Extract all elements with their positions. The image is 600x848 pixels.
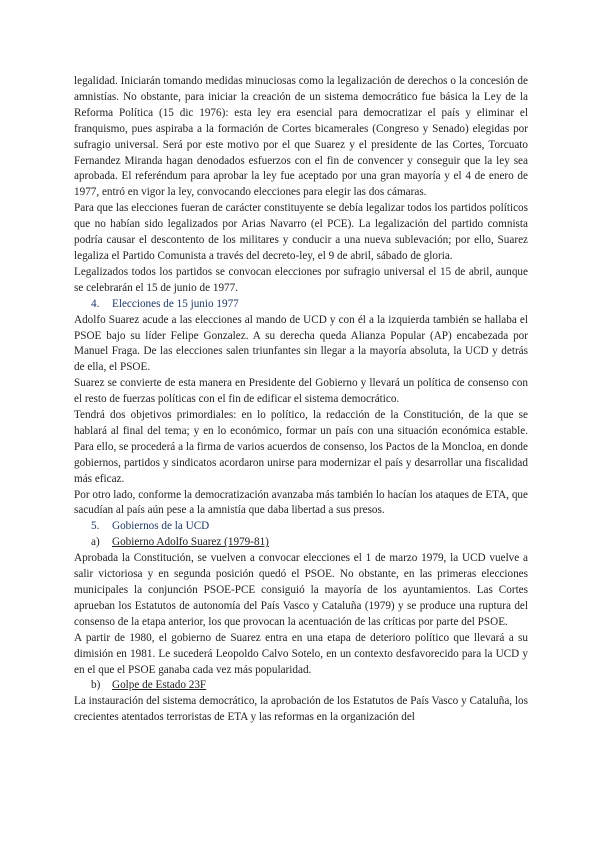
subsection-title: Golpe de Estado 23F [112,679,207,692]
subsection-title: Gobierno Adolfo Suarez (1979-81) [112,536,269,549]
body-paragraph: Adolfo Suarez acude a las elecciones al mando de UCD y con él a la izquierda también se hallaba el PSOE bajo su líder Felipe Gonzalez. A su derecha queda Alianza Popular (AP) encabezada por Manuel Fraga. De las elecciones salen triunfantes sin llegar a la mayoría absoluta, la UCD y detrás de ella, el PSOE. [74,313,528,374]
body-paragraph: legalidad. Iniciarán tomando medidas minuciosas como la legalización de derechos o la concesión de amnistías. No obstante, para iniciar la creación de un sistema democrático fue básica la Ley de la Reforma Política (15 dic 1976): esta ley era esencial para democratizar el país y eliminar el franquismo, pues aspiraba a la formación de Cortes bicamerales (Congreso y Senado) elegidas por sufragio universal. Será por este motivo por el que Suarez y el presidente de las Cortes, Torcuato Fernandez Miranda hagan denodados esfuerzos con el fin de convencer y conseguir que la ley sea aprobada. El referéndum para aprobar la ley fue aceptado por una gran mayoría y el 4 de enero de 1977, entró en vigor la ley, convocando elecciones para elegir las dos cámaras. [74,75,528,199]
body-paragraph: Tendrá dos objetivos primordiales: en lo político, la redacción de la Constitución, de la que se hablará al final del tema; y en lo económico, formar un país con una situación económica estable. Para ello, se procederá a la firma de varios acuerdos de consenso, los Pactos de la Moncloa, en donde gobiernos, partidos y sindicatos acordaron unirse para modernizar el país y desarrollar una fiscalidad más eficaz. [74,409,528,485]
subsection-letter: a) [91,536,100,549]
section-title: Elecciones de 15 junio 1977 [112,297,239,310]
body-paragraph: Por otro lado, conforme la democratización avanzaba más también lo hacían los ataques de ETA, que sacudían al país aún pese a la amnistía que daba libertad a sus presos. [74,488,528,517]
document-body [74,74,528,726]
section-number: 5. [91,520,100,533]
subsection-heading-gobierno-suarez [74,535,528,551]
body-paragraph: Legalizados todos los partidos se convocan elecciones por sufragio universal el 15 de abril, aunque se celebrarán el 15 de junio de 1977. [74,265,528,294]
section-number: 4. [91,297,100,310]
section-heading-elecciones [74,297,528,313]
body-paragraph: Aprobada la Constitución, se vuelven a convocar elecciones el 1 de marzo 1979, la UCD vuelve a salir victoriosa y en segunda posición quedó el PSOE. No obstante, en las primeras elecciones municipales la conjunción PSOE-PCE consiguió la mayoría de los ayuntamientos. Las Cortes aprueban los Estatutos de autonomía del País Vasco y Cataluña (1979) y se produce una ruptura del consenso de la etapa anterior, los que provocan la acentuación de las críticas por parte del PSOE. [74,552,528,628]
body-paragraph: Para que las elecciones fueran de carácter constituyente se debía legalizar todos los partidos políticos que no habían sido legalizados por Arias Navarro (el PCE). La legalización del partido comnista podría causar el descontento de los militares y conducir a una nueva sublevación; por ello, Suarez legaliza el Partido Comunista a través del decreto-ley, el 9 de abril, sábado de gloria. [74,202,528,262]
subsection-letter: b) [91,679,101,692]
subsection-heading-golpe-23f [74,678,528,694]
body-paragraph: La instauración del sistema democrático, la aprobación de los Estatutos de País Vasco y Cataluña, los crecientes atentados terroristas de ETA y las reformas en la organización del [74,695,528,724]
section-heading-gobiernos [74,519,528,535]
section-title: Gobiernos de la UCD [112,520,210,533]
body-paragraph: A partir de 1980, el gobierno de Suarez entra en una etapa de deterioro político que llevará a su dimisión en 1981. Le sucederá Leopoldo Calvo Sotelo, en un contexto desfavorecido para la UCD y en el que el PSOE ganaba cada vez más popularidad. [74,631,528,676]
body-paragraph: Suarez se convierte de esta manera en Presidente del Gobierno y llevará un política de consenso con el resto de fuerzas políticas con el fin de edificar el sistema democrático. [74,377,528,406]
